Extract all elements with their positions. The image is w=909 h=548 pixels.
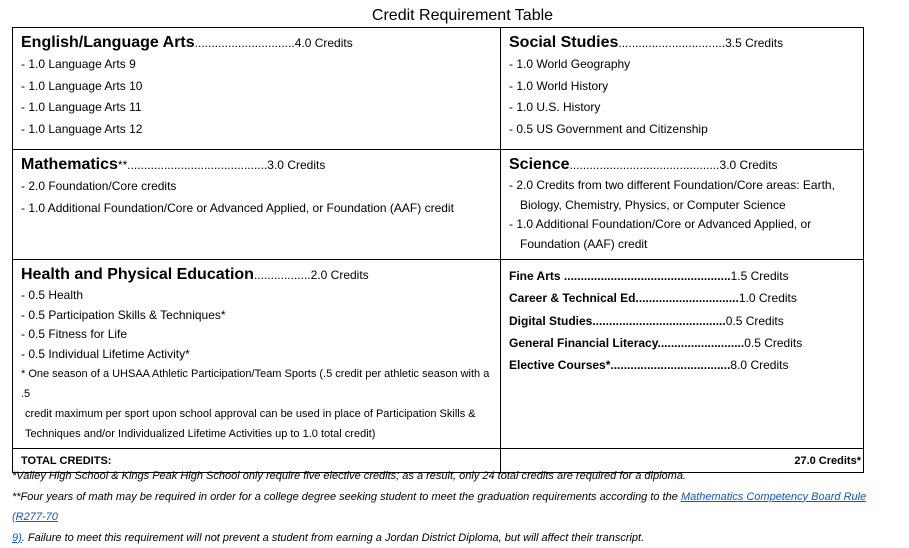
leader: .................	[254, 268, 311, 282]
list-item: - 2.0 Foundation/Core credits	[21, 176, 492, 198]
footnote-electives: *Valley High School & Kings Peak High School only require five elective credits; as a result, only 24 total credits are required for a diploma.	[12, 466, 892, 487]
footnote-math: **Four years of math may be required in order for a college degree seeking student to meet the graduation requirements according to the Mathematics Competency Board Rule (R277-70 9). Failure to meet this requirement will not prevent a student from earning a Jordan District Diploma, but will affect their transcript.	[12, 487, 892, 548]
list-item: - 1.0 World Geography	[509, 54, 855, 76]
fine-arts-row: Fine Arts ..................................................1.5 Credits	[509, 265, 855, 287]
science-heading: Science	[509, 156, 569, 173]
social-heading: Social Studies	[509, 34, 618, 51]
financial-literacy-row: General Financial Literacy..........................0.5 Credits	[509, 332, 855, 354]
list-item: - 1.0 World History	[509, 76, 855, 98]
ela-credits: 4.0 Credits	[295, 36, 353, 50]
total-label: TOTAL CREDITS:	[13, 449, 501, 473]
footnotes	[12, 466, 892, 548]
leader: ..............................	[195, 36, 295, 50]
math-cell	[13, 150, 501, 260]
list-item: - 1.0 Additional Foundation/Core or Advanced Applied, or	[509, 215, 855, 235]
math-rule-link[interactable]: 9)	[12, 532, 22, 544]
total-value: 27.0 Credits*	[501, 449, 864, 473]
footnote-mark: **	[118, 158, 127, 172]
list-item: - 0.5 Individual Lifetime Activity*	[21, 345, 492, 365]
list-item: Foundation (AAF) credit	[509, 235, 855, 255]
list-item: - 2.0 Credits from two different Foundation/Core areas: Earth,	[509, 176, 855, 196]
list-item: - 1.0 Language Arts 10	[21, 76, 492, 98]
list-item: - 1.0 Language Arts 9	[21, 54, 492, 76]
science-credits: 3.0 Credits	[720, 158, 778, 172]
list-item: - 0.5 Participation Skills & Techniques*	[21, 306, 492, 326]
leader: ..........................................	[127, 158, 267, 172]
math-heading: Mathematics	[21, 156, 118, 173]
table-title: Credit Requirement Table	[0, 7, 909, 25]
health-heading: Health and Physical Education	[21, 266, 254, 283]
health-note: Techniques and/or Individualized Lifetime Activities up to 1.0 total credit)	[21, 424, 492, 444]
list-item: - 1.0 U.S. History	[509, 97, 855, 119]
ela-cell	[13, 28, 501, 150]
ela-heading: English/Language Arts	[21, 34, 195, 51]
health-note: credit maximum per sport upon school approval can be used in place of Participation Skills &	[21, 404, 492, 424]
list-item: - 1.0 Additional Foundation/Core or Advanced Applied, or Foundation (AAF) credit	[21, 198, 492, 220]
credit-table	[12, 27, 864, 473]
electives-row: Elective Courses*....................................8.0 Credits	[509, 354, 855, 376]
math-credits: 3.0 Credits	[267, 158, 325, 172]
list-item: - 0.5 US Government and Citizenship	[509, 119, 855, 141]
social-credits: 3.5 Credits	[725, 36, 783, 50]
social-studies-cell	[501, 28, 864, 150]
digital-studies-row: Digital Studies........................................0.5 Credits	[509, 310, 855, 332]
list-item: - 0.5 Fitness for Life	[21, 325, 492, 345]
list-item: - 1.0 Language Arts 11	[21, 97, 492, 119]
math-rule-link[interactable]: Mathematics Competency Board Rule (R277-70	[12, 491, 866, 524]
leader: .............................................	[569, 158, 719, 172]
health-pe-cell	[13, 260, 501, 449]
health-note: * One season of a UHSAA Athletic Participation/Team Sports (.5 credit per athletic season with a .5	[21, 364, 492, 404]
cte-row: Career & Technical Ed...............................1.0 Credits	[509, 287, 855, 309]
health-credits: 2.0 Credits	[311, 268, 369, 282]
list-item: - 1.0 Language Arts 12	[21, 119, 492, 141]
list-item: Biology, Chemistry, Physics, or Computer Science	[509, 196, 855, 216]
list-item: - 0.5 Health	[21, 286, 492, 306]
leader: ................................	[618, 36, 725, 50]
other-requirements-cell	[501, 260, 864, 449]
science-cell	[501, 150, 864, 260]
